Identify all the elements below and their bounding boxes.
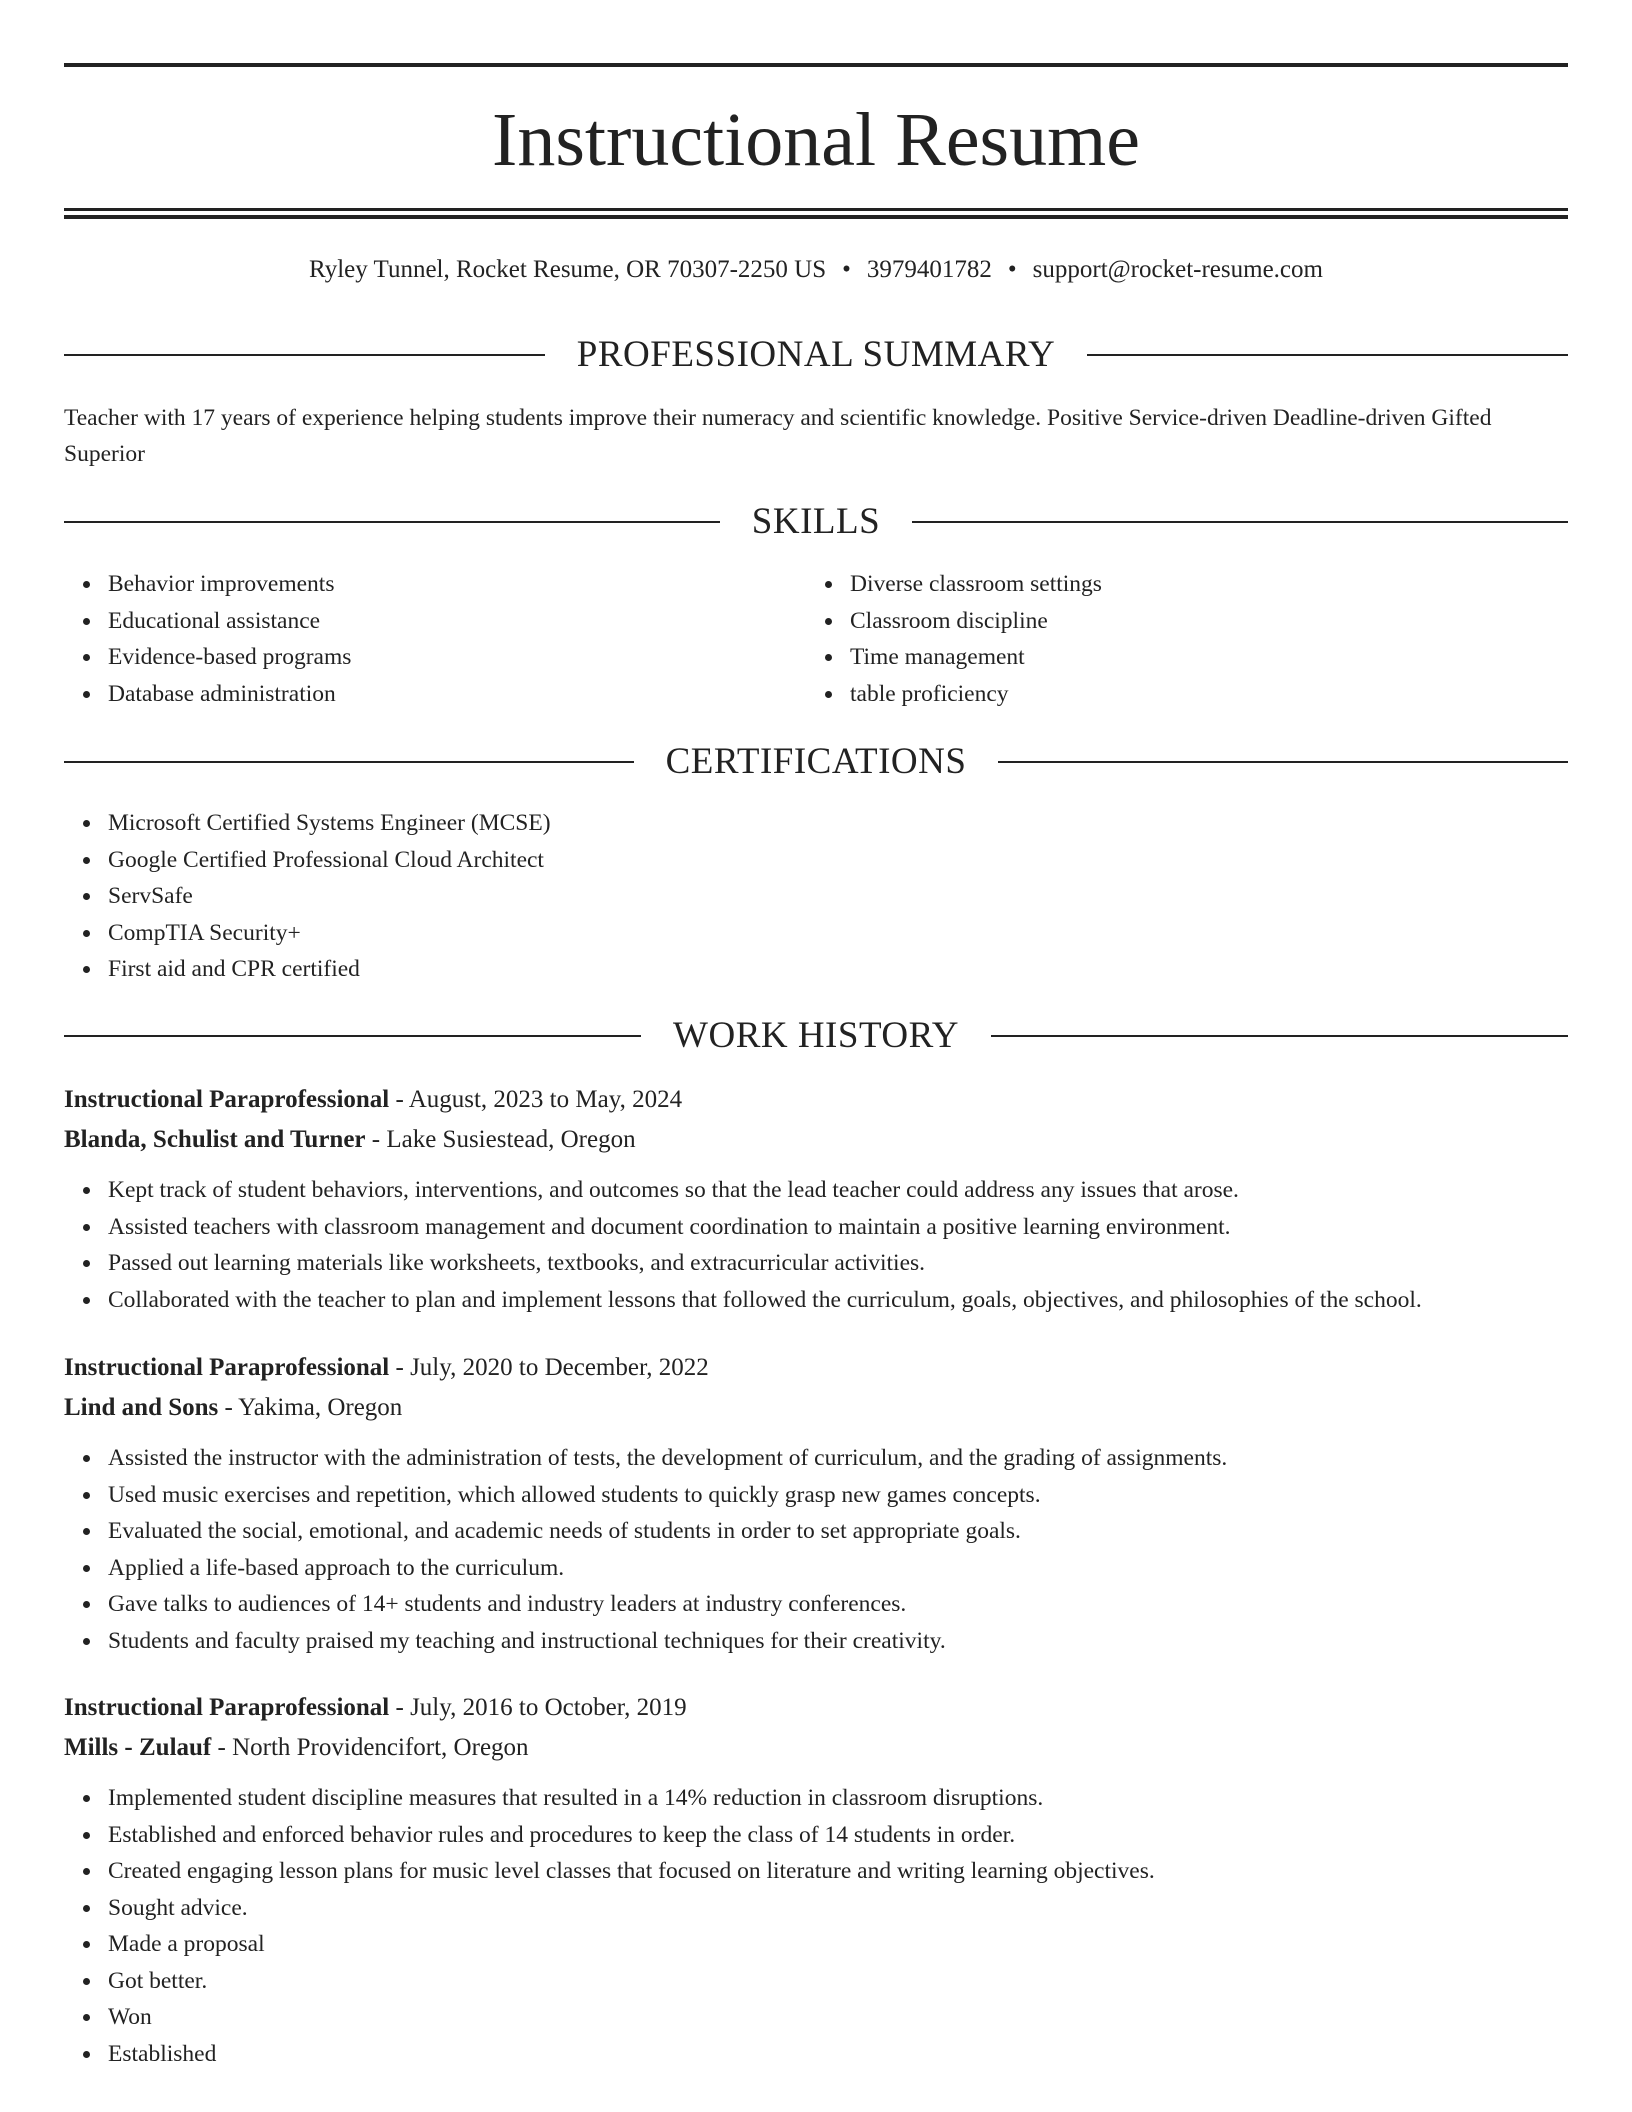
job-dates: - July, 2016 to October, 2019 (389, 1694, 687, 1721)
job-title-line (64, 1348, 1568, 1388)
job-duty: Won (108, 1999, 1568, 2036)
skills-list (806, 566, 1506, 712)
job-company-line (64, 1728, 1568, 1768)
job-duty: Students and faculty praised my teaching and instructional techniques for their creativity. (108, 1623, 1568, 1660)
job-duty: Implemented student discipline measures that resulted in a 14% reduction in classroom disruptions. (108, 1780, 1568, 1817)
skill-item: table proficiency (850, 676, 1506, 713)
contact-email: support@rocket-resume.com (1032, 256, 1323, 283)
job-duty: Evaluated the social, emotional, and academic needs of students in order to set appropriate goals. (108, 1513, 1568, 1550)
job-company: Mills - Zulauf (64, 1734, 212, 1761)
job-duty: Made a proposal (108, 1926, 1568, 1963)
job-duty: Applied a life-based approach to the curriculum. (108, 1550, 1568, 1587)
job-title-line (64, 1080, 1568, 1120)
job-duty: Assisted the instructor with the administration of tests, the development of curriculum, and the grading of assignments. (108, 1440, 1568, 1477)
certification-item: ServSafe (108, 878, 1364, 915)
job-duty: Sought advice. (108, 1890, 1568, 1927)
skill-item: Evidence-based programs (108, 639, 764, 676)
certification-item: Google Certified Professional Cloud Architect (108, 842, 1364, 879)
heading-rule (64, 521, 720, 523)
skill-item: Database administration (108, 676, 764, 713)
job-entry (64, 1688, 1568, 2072)
job-company: Lind and Sons (64, 1394, 219, 1421)
heading-rule (991, 1035, 1568, 1037)
job-duty: Established (108, 2036, 1568, 2073)
heading-rule (64, 761, 634, 763)
job-duty: Assisted teachers with classroom management and document coordination to maintain a positive learning environment. (108, 1209, 1568, 1246)
certification-item: Microsoft Certified Systems Engineer (MCSE) (108, 805, 1364, 842)
job-location: - North Providencifort, Oregon (211, 1734, 529, 1761)
job-duty: Established and enforced behavior rules and procedures to keep the class of 14 students in order. (108, 1817, 1568, 1854)
skill-item: Behavior improvements (108, 566, 764, 603)
section-heading-work-history (64, 1014, 1568, 1058)
section-heading-summary (64, 333, 1568, 377)
job-entry (64, 1348, 1568, 1659)
job-duty: Collaborated with the teacher to plan and implement lessons that followed the curriculum, goals, objectives, and philosophies of the school. (108, 1282, 1568, 1319)
certifications-list (64, 805, 1364, 988)
heading-rule (64, 354, 545, 356)
heading-rule (998, 761, 1568, 763)
job-location: - Lake Susiestead, Oregon (365, 1126, 636, 1153)
job-duty: Passed out learning materials like worksheets, textbooks, and extracurricular activities. (108, 1245, 1568, 1282)
section-title: PROFESSIONAL SUMMARY (576, 334, 1056, 375)
job-duty: Created engaging lesson plans for music level classes that focused on literature and writing learning objectives. (108, 1853, 1568, 1890)
section-heading-certifications (64, 740, 1568, 784)
contact-separator: • (842, 256, 851, 283)
certification-item: First aid and CPR certified (108, 951, 1364, 988)
heading-rule (64, 1035, 641, 1037)
job-entry (64, 1080, 1568, 1318)
section-title: WORK HISTORY (673, 1015, 959, 1056)
section-heading-skills (64, 500, 1568, 544)
certification-item: CompTIA Security+ (108, 915, 1364, 952)
skill-item: Educational assistance (108, 603, 764, 640)
contact-phone: 3979401782 (866, 256, 992, 283)
skills-list (64, 566, 764, 712)
job-title: Instructional Paraprofessional (64, 1086, 390, 1113)
job-duty: Gave talks to audiences of 14+ students and industry leaders at industry conferences. (108, 1586, 1568, 1623)
job-duty: Got better. (108, 1963, 1568, 2000)
contact-line (64, 254, 1568, 286)
job-duties-list (64, 1172, 1568, 1318)
section-title: SKILLS (751, 501, 881, 542)
job-duties-list (64, 1780, 1568, 2072)
job-company-line (64, 1388, 1568, 1428)
job-location: - Yakima, Oregon (218, 1394, 403, 1421)
certifications-block (64, 805, 1364, 988)
title-double-rule (64, 208, 1568, 219)
job-company: Blanda, Schulist and Turner (64, 1126, 366, 1153)
job-title-line (64, 1688, 1568, 1728)
page-title: Instructional Resume (492, 98, 1140, 182)
job-title: Instructional Paraprofessional (64, 1354, 390, 1381)
job-dates: - July, 2020 to December, 2022 (389, 1354, 709, 1381)
job-dates: - August, 2023 to May, 2024 (389, 1086, 683, 1113)
heading-rule (912, 521, 1568, 523)
heading-rule (1087, 354, 1568, 356)
skills-column-left (64, 566, 764, 712)
job-duties-list (64, 1440, 1568, 1659)
job-company-line (64, 1120, 1568, 1160)
skills-column-right (806, 566, 1506, 712)
summary-text: Teacher with 17 years of experience helping students improve their numeracy and scientific knowledge. Positive Service-driven Deadline-driven Gifted Superior (64, 405, 1492, 467)
contact-address: Ryley Tunnel, Rocket Resume, OR 70307-2250 US (309, 256, 827, 283)
job-title: Instructional Paraprofessional (64, 1694, 390, 1721)
top-rule (64, 63, 1568, 67)
job-duty: Kept track of student behaviors, interventions, and outcomes so that the lead teacher could address any issues that arose. (108, 1172, 1568, 1209)
skill-item: Classroom discipline (850, 603, 1506, 640)
skill-item: Diverse classroom settings (850, 566, 1506, 603)
contact-separator: • (1007, 256, 1017, 283)
section-title: CERTIFICATIONS (665, 741, 967, 782)
skill-item: Time management (850, 639, 1506, 676)
job-duty: Used music exercises and repetition, which allowed students to quickly grasp new games concepts. (108, 1477, 1568, 1514)
